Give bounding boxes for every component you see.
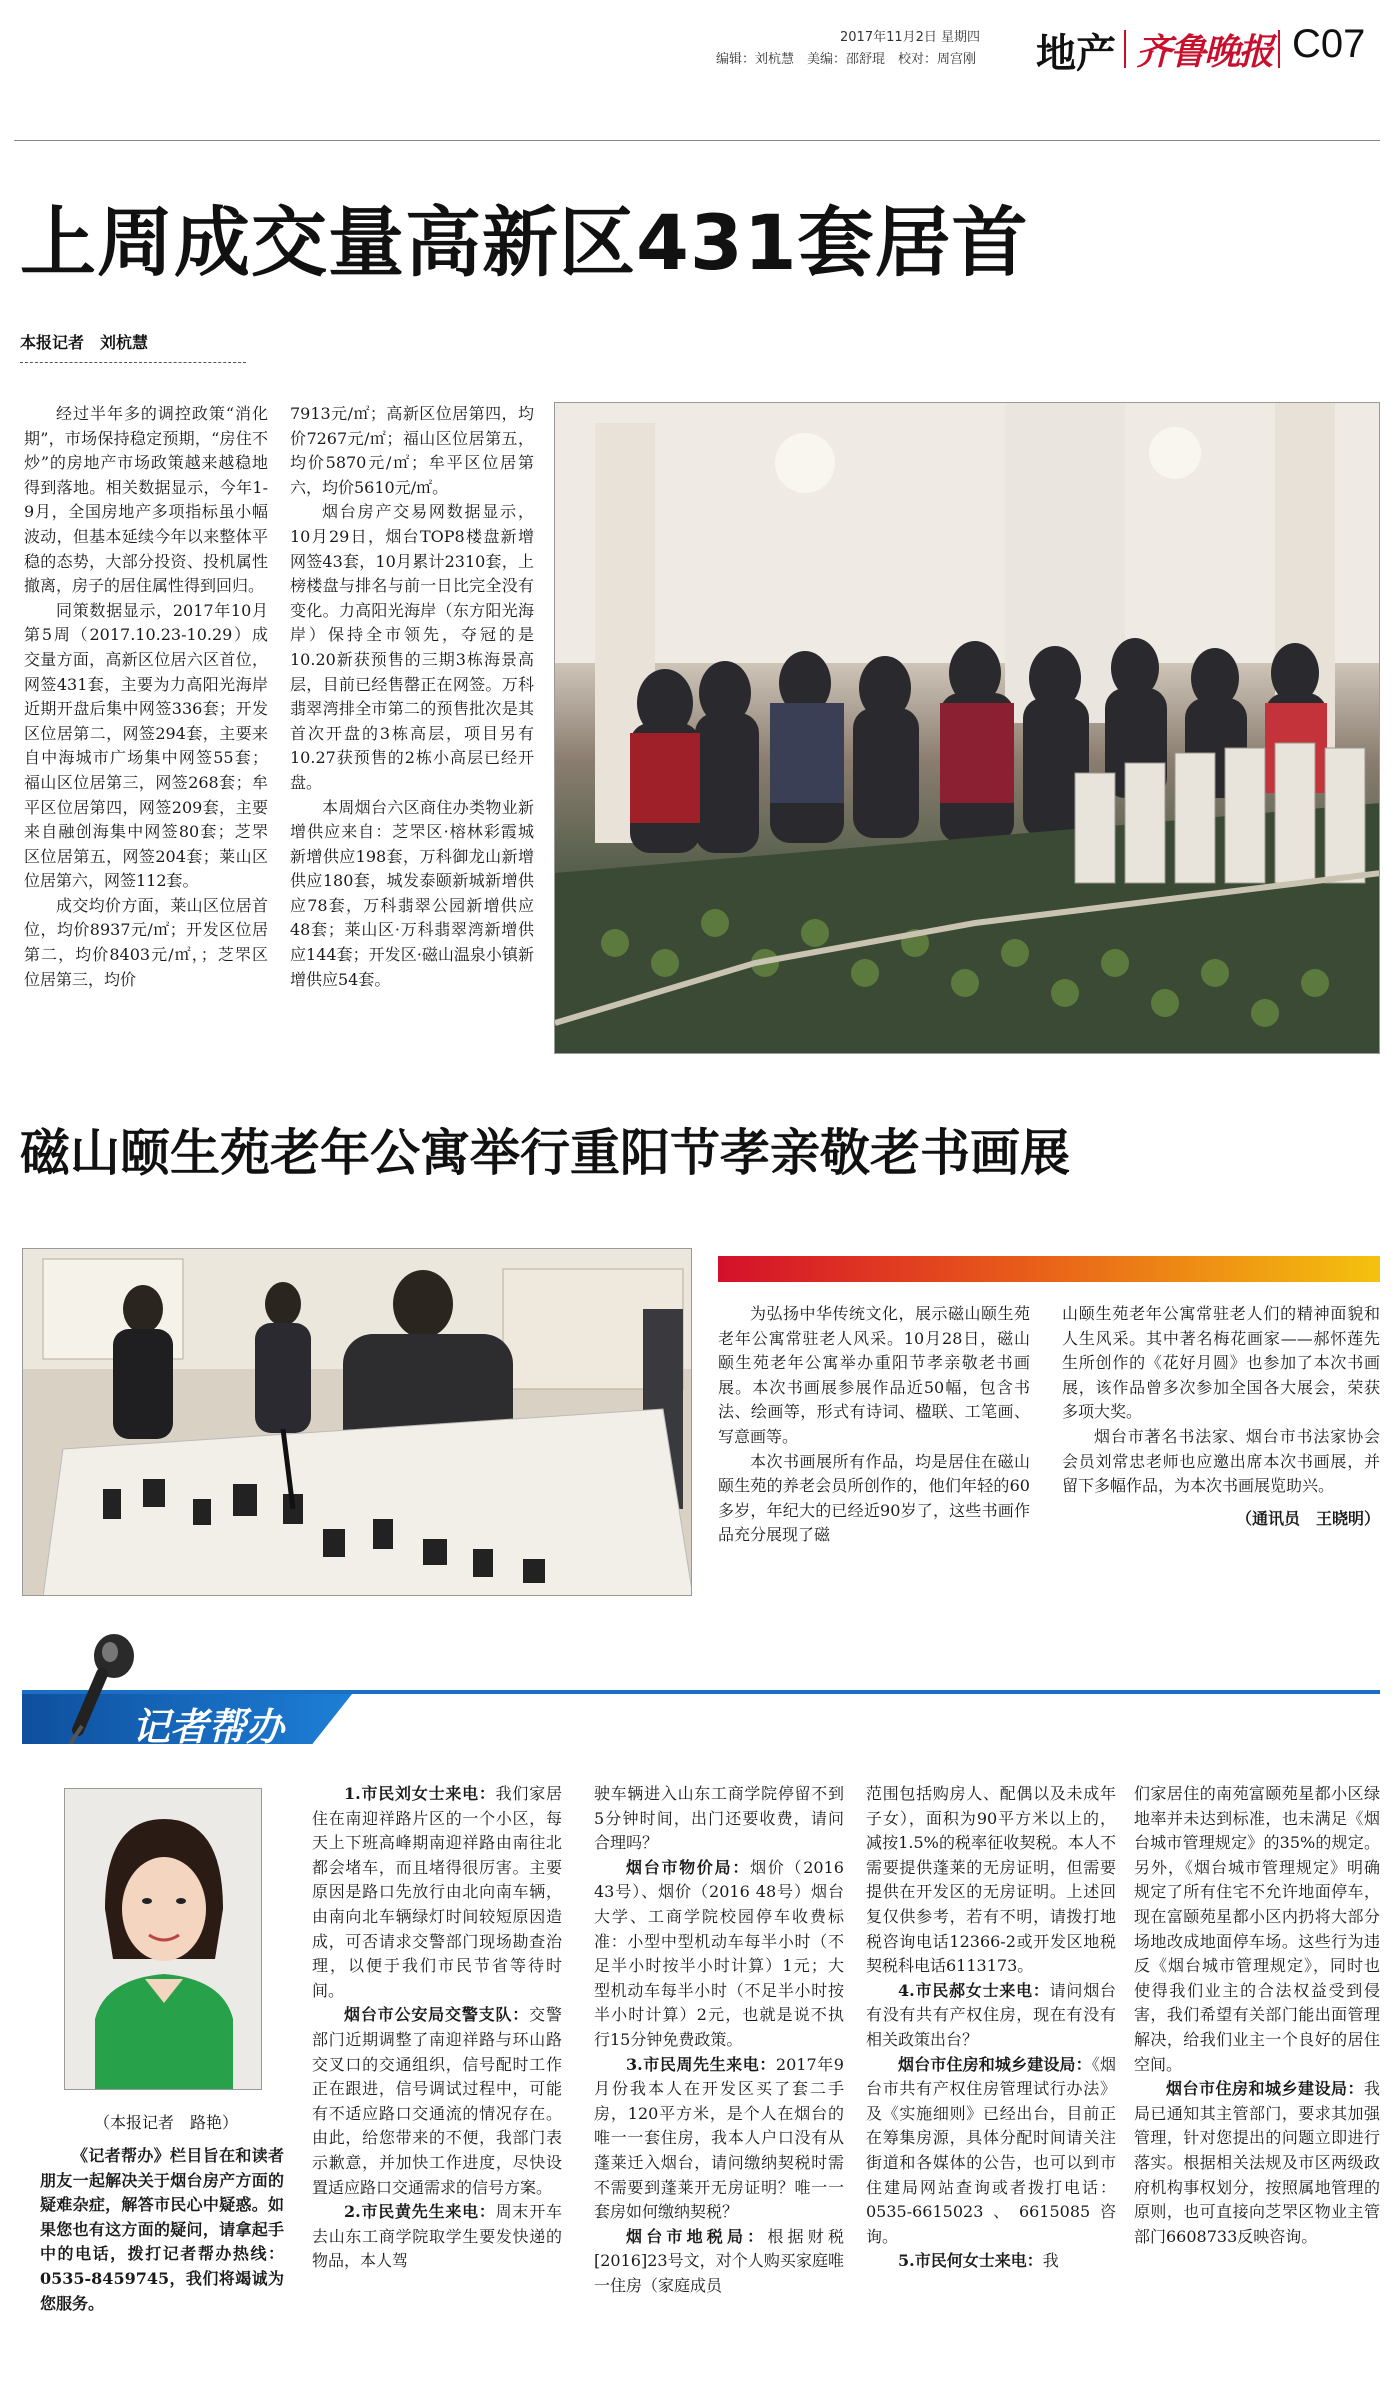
headline: 上周成交量高新区431套居首: [20, 198, 1029, 287]
answer-label: 烟台市住房和城乡建设局：: [898, 2054, 1092, 2074]
helpdesk-column-3: [866, 1782, 1116, 2274]
question-text: 我们家居住在南迎祥路片区的一个小区，每天上下班高峰期南迎祥路由南往北都会堵车，而且堵得很厉害。主要原因是路口先放行由北向南车辆，由南向北车辆绿灯时间较短原因造成，可否请求交警部门现场勘查治理，以便于我们市民节省等待时间。: [312, 1784, 562, 2000]
masthead: [0, 0, 1395, 80]
helpdesk-column-1: [312, 1782, 562, 2274]
question-label: 1.市民刘女士来电：: [344, 1784, 496, 1803]
paragraph: 7913元/㎡；高新区位居第四，均价7267元/㎡；福山区位居第五，均价5870元/㎡；牟平区位居第六，均价5610元/㎡。: [290, 404, 534, 497]
helpdesk-column-4: [1134, 1782, 1380, 2249]
header-rule: [14, 140, 1380, 141]
paper-logo: 齐鲁晚报: [1136, 31, 1273, 73]
banner-title: 记者帮办: [132, 1705, 285, 1749]
answer-text: 交警部门近期调整了南迎祥路与环山路交叉口的交通组织，信号配时工作正在跟进，信号调试过程中，可能有不适应路口交通流的情况存在。由此，给您带来的不便，我部门表示歉意，并加快工作进度，尽快设置适应路口交通需求的信号方案。: [312, 2005, 562, 2197]
question-text: 请问烟台有没有共有产权住房，现在有没有相关政策出台？: [866, 1980, 1116, 2049]
editors-line: 编辑：刘杭慧 美编：邵舒琨 校对：周宫刚: [716, 52, 977, 67]
calligraphy-photo: [22, 1248, 692, 1596]
question-label: 2.市民黄先生来电：: [344, 2202, 496, 2222]
answer-text: 我局已通知其主管部门，要求其加强管理，针对您提出的问题立即进行落实。根据相关法规及市区两级政府机构事权划分，按照属地管理的原则，也可直接向芝罘区物业主管部门6608733反映咨询。: [1134, 2079, 1380, 2246]
paragraph: 们家居住的南苑富颐苑星都小区绿地率并未达到标准，也未满足《烟台城市管理规定》的35%的规定。另外，《烟台城市管理规定》明确规定了所有住宅不允许地面停车，现在富颐苑星都小区内扔将大部分场地改成地面停车场。这些行为违反《烟台城市管理规定》，同时也使得我们业主的合法权益受到侵害，我们希望有关部门能出面管理解决，给我们业主一个良好的居住空间。: [1134, 1784, 1380, 2074]
question-label: 5.市民何女士来电：: [898, 2251, 1043, 2271]
divider: [1124, 30, 1126, 68]
paragraph: 经过半年多的调控政策“消化期”，市场保持稳定预期，“房住不炒”的房地产市场政策越来越稳地得到落地。相关数据显示，今年1-9月，全国房地产多项指标虽小幅波动，但基本延续今年以来整体平稳的态势，大部分投资、投机属性撤离，房子的居住属性得到回归。: [24, 404, 268, 596]
answer-text: 《烟台市共有产权住房管理试行办法》及《实施细则》已经出台，目前正在筹集房源，具体分配时间请关注街道和各媒体的公告，也可以到市住建局网站查询或者拨打电话：0535-6615023、6615085咨询。: [866, 2054, 1116, 2246]
article2-column-1: [718, 1302, 1030, 1548]
gradient-bar: [718, 1256, 1380, 1282]
article1-column-2: [290, 402, 534, 992]
question-text: 周末开车去山东工商学院取学生要发快递的物品，本人驾: [312, 2202, 562, 2271]
answer-label: 烟台市物价局：: [626, 1857, 751, 1877]
photo-illustration: [23, 1249, 692, 1596]
photo-illustration: [555, 403, 1380, 1054]
headline: 磁山颐生苑老年公寓举行重阳节孝亲敬老书画展: [20, 1123, 1070, 1182]
section-name: 地产: [1036, 30, 1116, 77]
paragraph: 范围包括购房人、配偶以及未成年子女），面积为90平方米以上的，减按1.5%的税率征收契税。本人不需要提供蓬莱的无房证明，但需要提供在开发区的无房证明。上述回复仅供参考，若有不明，请拨打地税咨询电话12366-2或开发区地税契税科电话6113173。: [866, 1784, 1116, 1976]
microphone-icon: [62, 1634, 142, 1744]
paragraph: 山颐生苑老年公寓常驻老人们的精神面貌和人生风采。其中著名梅花画家——郝怀莲先生所创作的《花好月圆》也参加了本次书画展，该作品曾多次参加全国各大展会，荣获多项大奖。: [1062, 1304, 1380, 1422]
answer-label: 烟台市住房和城乡建设局：: [1166, 2079, 1364, 2099]
page-number: C07: [1292, 22, 1366, 66]
answer-label: 烟台市地税局：: [626, 2226, 768, 2246]
paragraph: 本周烟台六区商住办类物业新增供应来自：芝罘区·榕林彩霞城新增供应198套，万科御龙山新增供应180套，城发泰颐新城新增供应78套，万科翡翠公园新增供应48套；莱山区·万科翡翠湾新增供应144套；开发区·磁山温泉小镇新增供应54套。: [290, 797, 534, 989]
intro-paragraph: 《记者帮办》栏目旨在和读者朋友一起解决关于烟台房产方面的疑难杂症，解答市民心中疑惑。如果您也有这方面的疑问，请拿起手中的电话，拨打记者帮办热线：0535-8459745，我们将竭诚为您服务。: [40, 2146, 284, 2313]
article2-column-2: [1062, 1302, 1380, 1531]
answer-text: 根据财税[2016]23号文，对个人购买家庭唯一住房（家庭成员: [594, 2226, 844, 2295]
signature: （通讯员 王晓明）: [1235, 1508, 1380, 1528]
paragraph: 为弘扬中华传统文化，展示磁山颐生苑老年公寓常驻老人风采。10月28日，磁山颐生苑老年公寓举办重阳节孝亲敬老书画展。本次书画展参展作品近50幅，包含书法、绘画等，形式有诗词、楹联、工笔画、写意画等。: [718, 1304, 1030, 1446]
paragraph: 烟台房产交易网数据显示，10月29日，烟台TOP8楼盘新增网签43套，10月累计2310套，上榜楼盘与排名与前一日比完全没有变化。力高阳光海岸（东方阳光海岸）保持全市领先，夺冠的是10.20新获预售的三期3栋海景高层，目前已经售罄正在网签。万科翡翠湾排全市第二的预售批次是其首次开盘的3栋高层，项目另有10.27获预售的2栋小高层已经开盘。: [290, 502, 534, 792]
question-label: 4.市民郝女士来电：: [898, 1980, 1050, 2000]
question-label: 3.市民周先生来电：: [626, 2054, 776, 2074]
question-text: 我: [1042, 2251, 1059, 2271]
paragraph: 同策数据显示，2017年10月第5周（2017.10.23-10.29）成交量方面，高新区位居六区首位，网签431套，主要为力高阳光海岸近期开盘后集中网签336套；开发区位居第二，网签294套，主要来自中海城市广场集中网签55套；福山区位居第三，网签268套；牟平区位居第四，网签209套，主要来自融创海集中网签80套；芝罘区位居第五，网签204套；莱山区位居第六，网签112套。: [24, 600, 268, 891]
article1-column-1: [24, 402, 268, 992]
answer-text: 烟价（2016 43号）、烟价（2016 48号）烟台大学、工商学院校园停车收费标准：小型中型机动车每半小时（不足半小时按半小时计算）1元；大型机动车每半小时（不足半小时按半小时计算）2元，也就是说不执行15分钟免费政策。: [594, 1857, 844, 2049]
avatar: [65, 1789, 262, 2090]
photo-caption: （本报记者 路艳）: [93, 2113, 238, 2132]
divider: [1278, 30, 1280, 68]
helpdesk-intro: [40, 2144, 284, 2316]
date-line: 2017年11月2日 星期四: [840, 30, 981, 45]
byline-rule: [20, 362, 246, 363]
paragraph: 烟台市著名书法家、烟台市书法家协会会员刘常忠老师也应邀出席本次书画展，并留下多幅作品，为本次书画展览助兴。: [1062, 1426, 1380, 1496]
question-text: 2017年9月份我本人在开发区买了套二手房，120平方米，是个人在烟台的唯一一套住房，我本人户口没有从蓬莱迁入烟台，请问缴纳契税时需不需要到蓬莱开无房证明？唯一一套房如何缴纳契税？: [594, 2054, 844, 2222]
byline: 本报记者 刘杭慧: [20, 333, 149, 352]
paragraph: 本次书画展所有作品，均是居住在磁山颐生苑的养老会员所创作的，他们年轻的60多岁，年纪大的已经近90岁了，这些书画作品充分展现了磁: [718, 1451, 1030, 1545]
answer-label: 烟台市公安局交警支队：: [344, 2005, 530, 2025]
sales-center-photo: [554, 402, 1380, 1054]
reporter-portrait: [64, 1788, 262, 2090]
paragraph: 成交均价方面，莱山区位居首位，均价8937元/㎡；开发区位居第二，均价8403元/㎡，；芝罘区位居第三，均价: [24, 895, 268, 989]
paragraph: 驶车辆进入山东工商学院停留不到5分钟时间，出门还要收费，请问合理吗？: [594, 1784, 844, 1853]
banner-rule: [22, 1690, 1380, 1694]
helpdesk-banner: [22, 1670, 1380, 1750]
helpdesk-column-2: [594, 1782, 844, 2298]
